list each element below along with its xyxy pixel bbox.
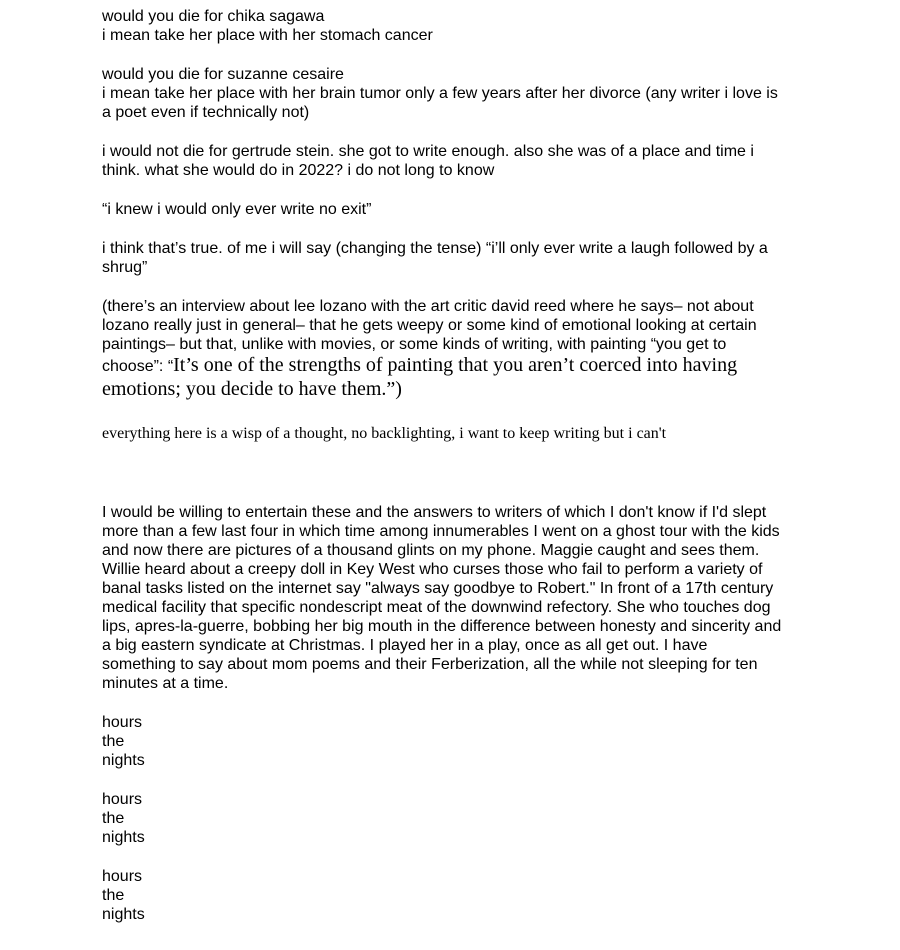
stanza-line: the [102, 887, 125, 904]
stanza-line: nights [102, 829, 145, 846]
text-line: and now there are pictures of a thousand glints on my phone. Maggie caught and sees them. [102, 542, 760, 559]
text-line: a poet even if technically not) [102, 104, 310, 121]
paragraph-lee-lozano [102, 297, 802, 401]
text-line [102, 354, 802, 378]
text-line: i would not die for gertrude stein. she got to write enough. also she was of a place and time i [102, 143, 754, 160]
text-line: lips, apres-la-guerre, bobbing her big mouth in the difference between honesty and sincerity and [102, 618, 782, 635]
text-line: shrug” [102, 259, 148, 276]
stanza-line: nights [102, 906, 145, 923]
choose-prefix: choose”: “ [102, 358, 174, 375]
text-line: would you die for suzanne cesaire [102, 66, 344, 83]
text-line: think. what she would do in 2022? i do not long to know [102, 162, 495, 179]
stanza-line: the [102, 810, 125, 827]
stanza-line: the [102, 733, 125, 750]
paragraph-wisp-of-thought [102, 424, 802, 443]
text-line: lozano really just in general– that he gets weepy or some kind of emotional looking at certain [102, 317, 757, 334]
stanza-2 [102, 790, 802, 847]
text-line: i mean take her place with her stomach cancer [102, 27, 433, 44]
text-line: would you die for chika sagawa [102, 8, 325, 25]
text-line: i mean take her place with her brain tumor only a few years after her divorce (any writer i love is [102, 85, 778, 102]
stanza-line: nights [102, 752, 145, 769]
david-reed-quote: It’s one of the strengths of painting that you aren’t coerced into having [173, 354, 738, 376]
text-line: everything here is a wisp of a thought, no backlighting, i want to keep writing but i can't [102, 425, 667, 442]
paragraph-ghost-tour [102, 503, 802, 693]
text-line: Willie heard about a creepy doll in Key West who curses those who fail to perform a variety of [102, 561, 763, 578]
text-line: minutes at a time. [102, 675, 229, 692]
stanza-line: hours [102, 714, 143, 731]
paragraph-laugh-shrug [102, 239, 802, 277]
stanza-line: hours [102, 868, 143, 885]
stanza-line: hours [102, 791, 143, 808]
text-line: i think that’s true. of me i will say (changing the tense) “i’ll only ever write a laugh followed by a [102, 240, 768, 257]
paragraph-chika-sagawa [102, 7, 802, 45]
paragraph-suzanne-cesaire [102, 65, 802, 122]
text-line: (there’s an interview about lee lozano with the art critic david reed where he says– not about [102, 298, 754, 315]
david-reed-quote-continued: emotions; you decide to have them.”) [102, 378, 402, 400]
paragraph-no-exit-quote [102, 200, 802, 219]
text-line: paintings– but that, unlike with movies, or some kinds of writing, with painting “you get to [102, 336, 727, 353]
text-line: “i knew i would only ever write no exit” [102, 201, 372, 218]
document-page [102, 7, 802, 924]
text-line: medical facility that specific nondescript meat of the downwind refectory. She who touches dog [102, 599, 771, 616]
stanza-1 [102, 713, 802, 770]
stanza-3 [102, 867, 802, 924]
text-line: something to say about mom poems and their Ferberization, all the while not sleeping for ten [102, 656, 758, 673]
text-line: banal tasks listed on the internet say "always say goodbye to Robert." In front of a 17th century [102, 580, 774, 597]
paragraph-gertrude-stein [102, 142, 802, 180]
text-line: I would be willing to entertain these and the answers to writers of which I don't know if I'd slept [102, 504, 767, 521]
text-line: more than a few last four in which time among innumerables I went on a ghost tour with the kids [102, 523, 780, 540]
text-line: a big eastern syndicate at Christmas. I played her in a play, once as all get out. I have [102, 637, 708, 654]
